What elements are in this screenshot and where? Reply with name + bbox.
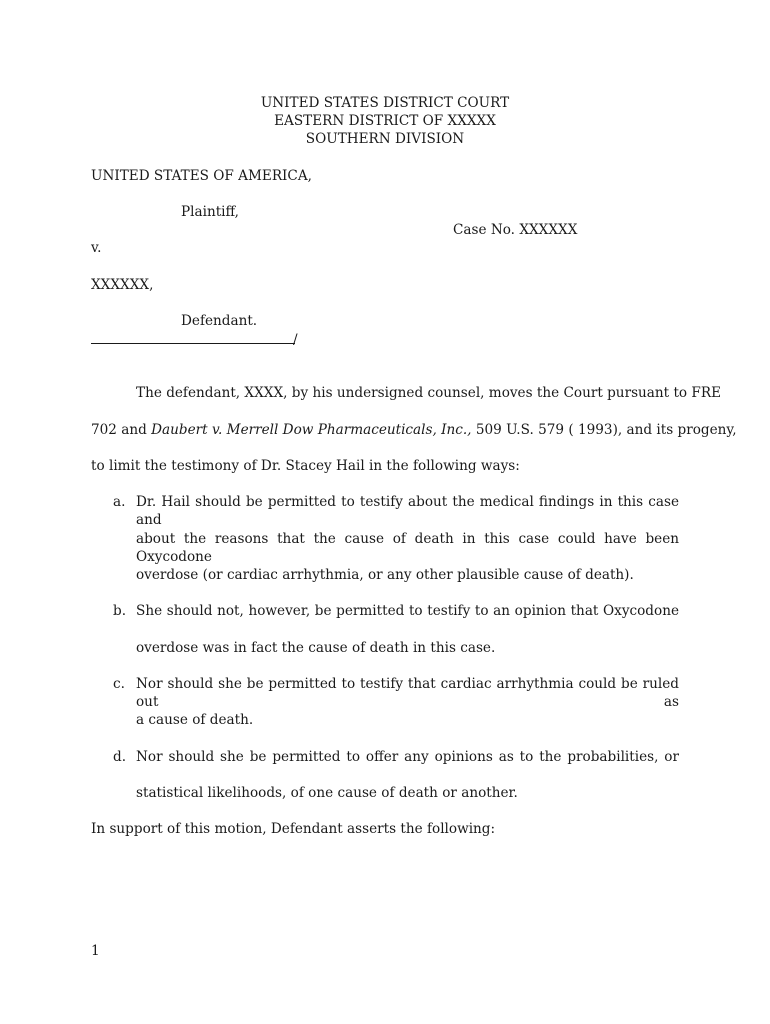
list-item-a-line-2: about the reasons that the cause of death in this case could have been Oxycodone <box>136 531 679 565</box>
list-marker-d: d. <box>113 749 127 765</box>
motion-line-2 <box>91 421 737 439</box>
list-item-c-line-2: a cause of death. <box>136 712 254 728</box>
list-item-a-line-1: Dr. Hail should be permitted to testify about the medical findings in this case and <box>136 494 679 528</box>
caption-rule <box>91 343 295 344</box>
list-marker-b: b. <box>113 603 127 619</box>
list-item-d-line-1: Nor should she be permitted to offer any opinions as to the probabilities, or <box>136 749 679 765</box>
plaintiff-role: Plaintiff, <box>181 204 240 220</box>
list-item-a-line-3: overdose (or cardiac arrhythmia, or any other plausible cause of death). <box>136 567 634 583</box>
motion-line-1: The defendant, XXXX, by his undersigned counsel, moves the Court pursuant to FRE <box>136 385 721 401</box>
defendant-role: Defendant. <box>181 313 258 329</box>
list-item-d-line-2: statistical likelihoods, of one cause of death or another. <box>136 785 518 801</box>
list-marker-c: c. <box>113 676 125 692</box>
motion-line-2-post: 509 U.S. 579 ( 1993), and its progeny, <box>471 422 737 438</box>
list-item-b-line-2: overdose was in fact the cause of death in this case. <box>136 640 496 656</box>
caption-slash: / <box>293 332 298 348</box>
defendant-name: XXXXXX, <box>91 277 154 293</box>
case-number: Case No. XXXXXX <box>453 222 578 238</box>
division-name: SOUTHERN DIVISION <box>305 131 465 147</box>
list-item-c-line-1: Nor should she be permitted to testify that cardiac arrhythmia could be ruled out as <box>136 676 679 710</box>
list-marker-a: a. <box>113 494 126 510</box>
court-name: UNITED STATES DISTRICT COURT <box>260 95 510 111</box>
motion-line-2-pre: 702 and <box>91 422 152 438</box>
list-item-b-line-1: She should not, however, be permitted to testify to an opinion that Oxycodone <box>136 603 679 619</box>
district-name: EASTERN DISTRICT OF XXXXX <box>274 113 496 129</box>
page-number: 1 <box>91 943 100 959</box>
motion-line-3: to limit the testimony of Dr. Stacey Hail in the following ways: <box>91 458 520 474</box>
support-statement: In support of this motion, Defendant asserts the following: <box>91 821 496 837</box>
plaintiff-name: UNITED STATES OF AMERICA, <box>91 168 312 184</box>
case-citation: Daubert v. Merrell Dow Pharmaceuticals, Inc., <box>151 422 472 438</box>
versus: v. <box>91 240 102 256</box>
